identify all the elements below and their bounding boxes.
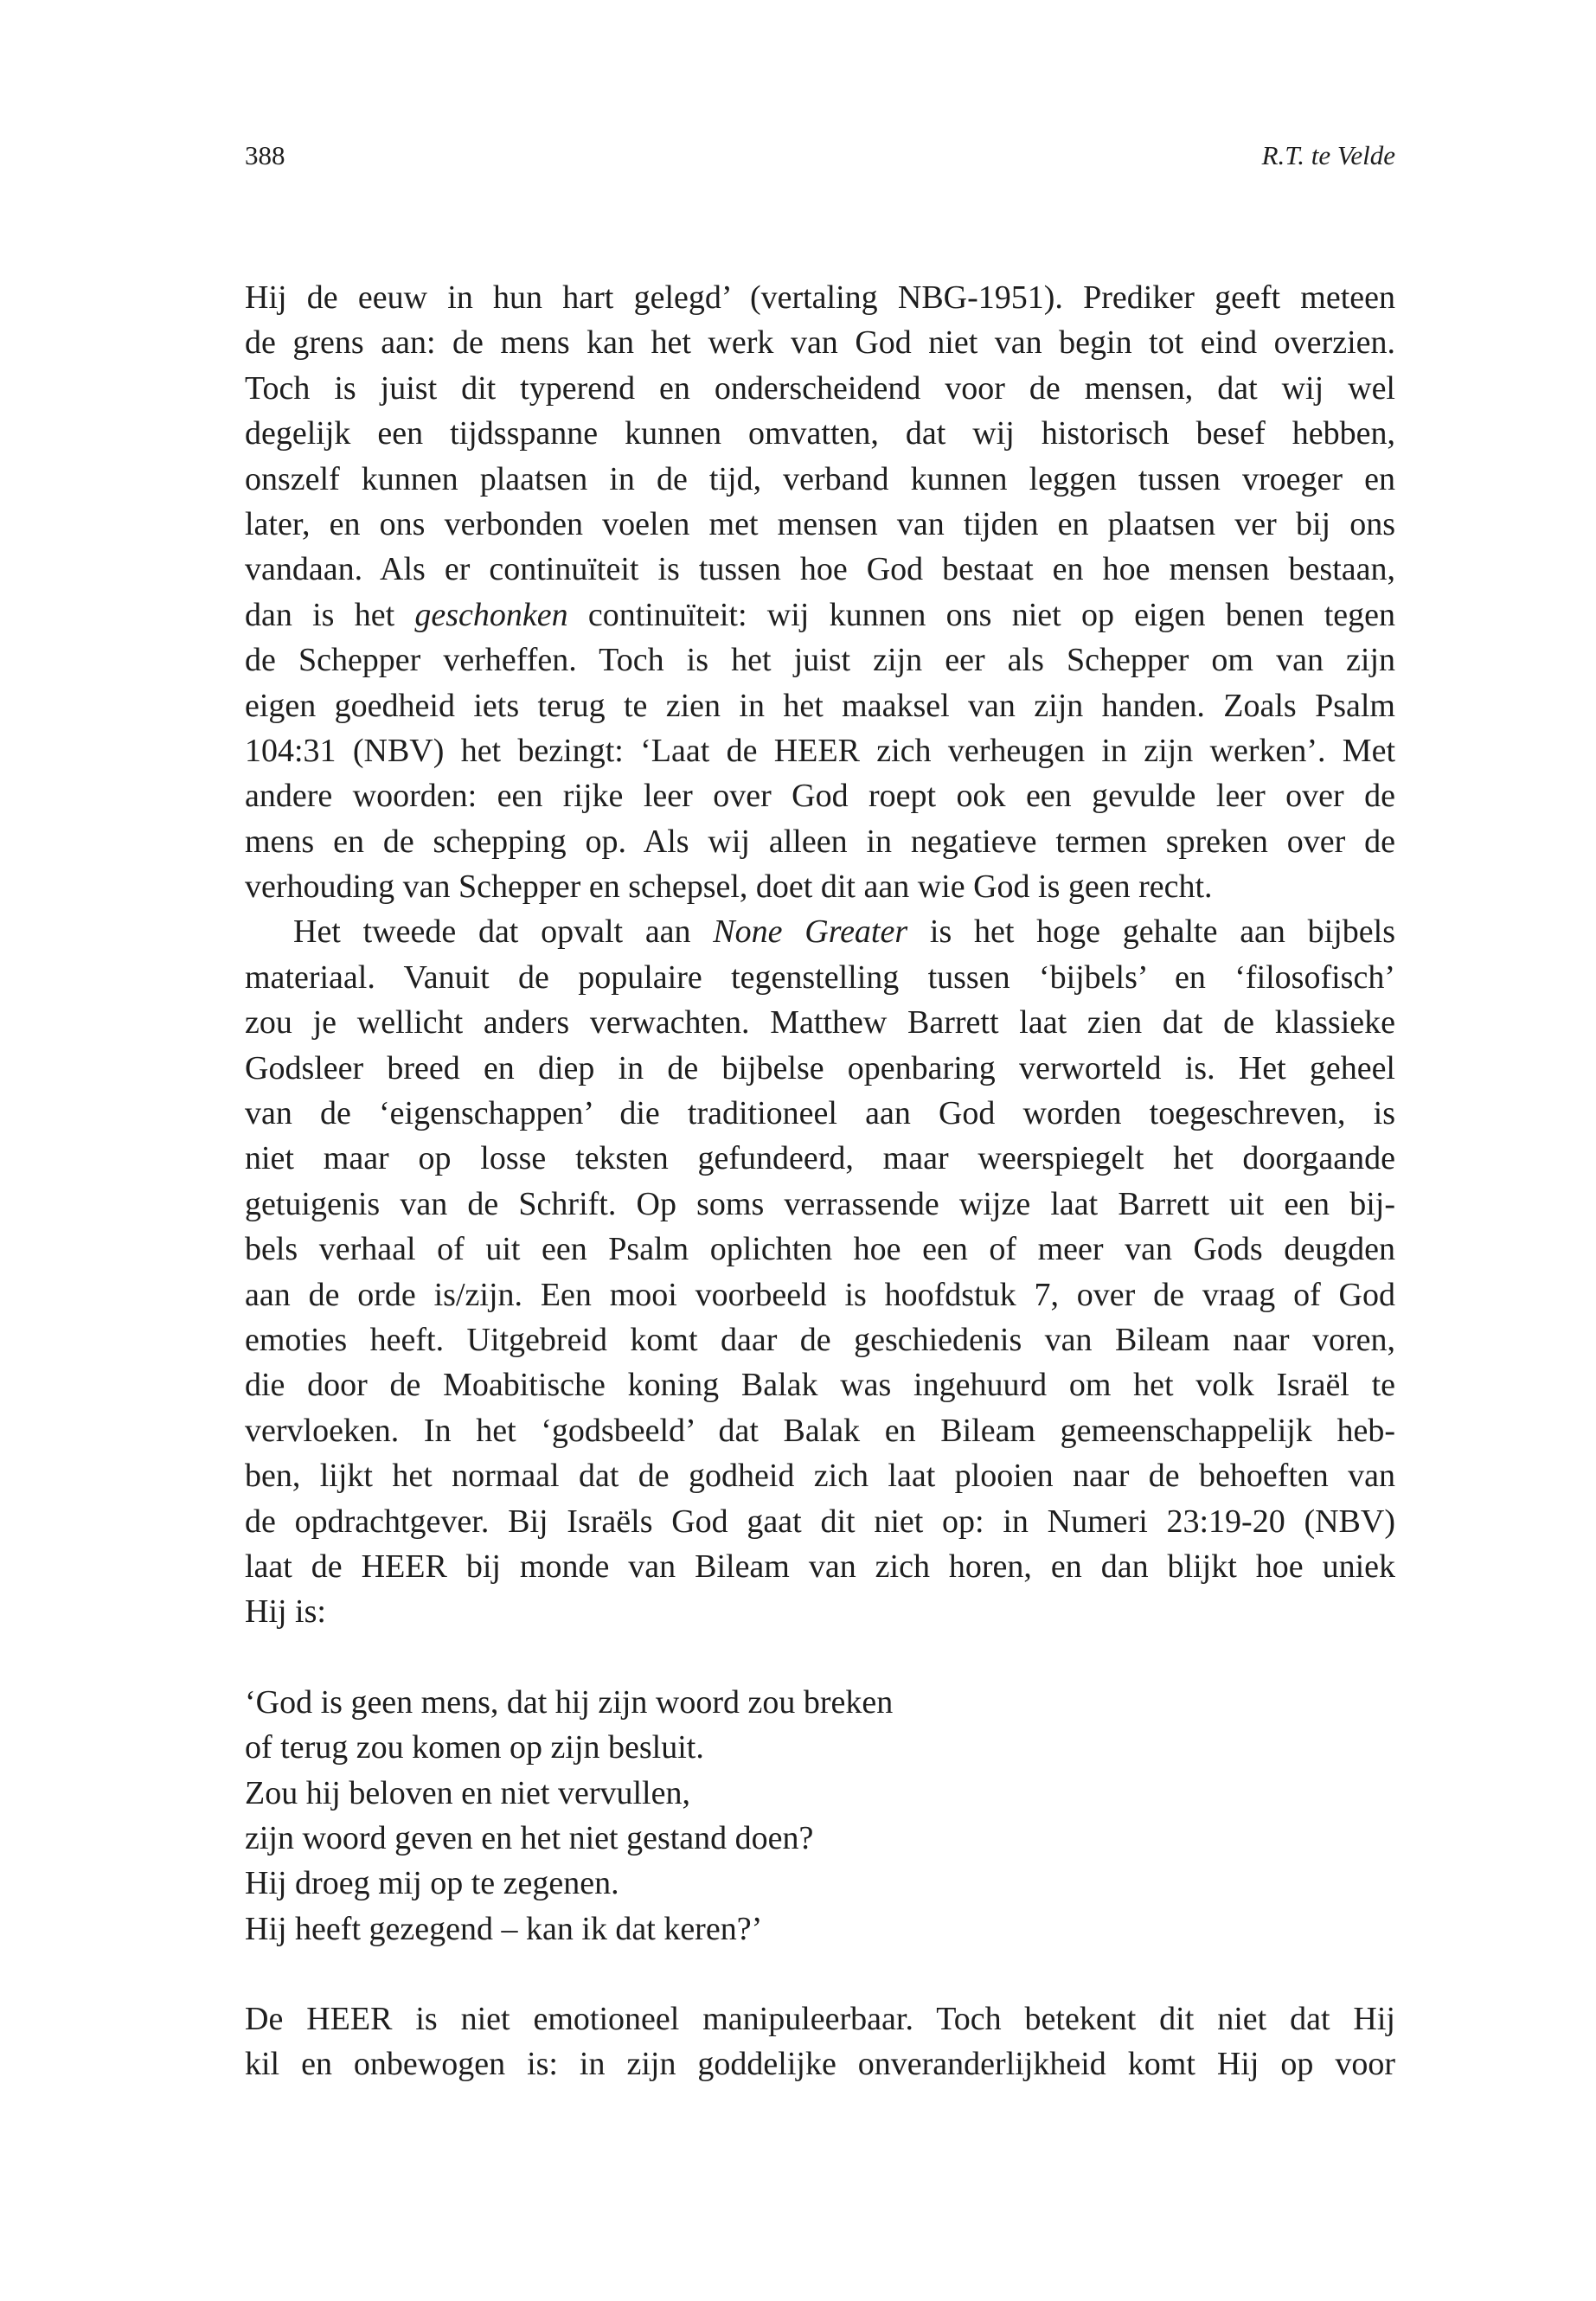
text-line: emoties heeft. Uitgebreid komt daar de geschiedenis van Bileam naar voren, xyxy=(245,1321,1395,1358)
body-text xyxy=(245,275,1395,2087)
text-line: 104:31 (NBV) het bezingt: ‘Laat de HEER zich verheugen in zijn werken’. Met xyxy=(245,732,1395,769)
text-line: eigen goedheid iets terug te zien in het maaksel van zijn handen. Zoals Psalm xyxy=(245,687,1395,724)
text-segment: continuïteit: wij kunnen ons niet op eigen benen tegen xyxy=(567,596,1395,633)
page-number: 388 xyxy=(245,140,285,170)
text-line: andere woorden: een rijke leer over God roept ook een gevulde leer over de xyxy=(245,778,1395,815)
quote-line: ‘God is geen mens, dat hij zijn woord zou breken xyxy=(245,1683,894,1721)
text-line: materiaal. Vanuit de populaire tegenstelling tussen ‘bijbels’ en ‘filosofisch’ xyxy=(245,958,1395,996)
text-segment: Het tweede dat opvalt aan xyxy=(293,913,714,951)
text-line: aan de orde is/zijn. Een mooi voorbeeld is hoofdstuk 7, over de vraag of God xyxy=(245,1276,1395,1313)
text-line: niet maar op losse teksten gefundeerd, maar weerspiegelt het doorgaande xyxy=(245,1140,1395,1177)
quote-line: zijn woord geven en het niet gestand doen? xyxy=(245,1819,814,1856)
text-line xyxy=(245,593,1395,638)
italic-term-geschonken: geschonken xyxy=(414,596,568,633)
text-segment: dan is het xyxy=(245,596,415,633)
text-line: Toch is juist dit typerend en onderscheidend voor de mensen, dat wij wel xyxy=(245,369,1395,407)
quote-line: Hij heeft gezegend – kan ik dat keren?’ xyxy=(245,1910,763,1947)
text-line: vervloeken. In het ‘godsbeeld’ dat Balak en Bileam gemeenschappelijk heb- xyxy=(245,1412,1395,1449)
text-line: van de ‘eigenschappen’ die traditioneel aan God worden toegeschreven, is xyxy=(245,1095,1395,1132)
quote-line: of terug zou komen op zijn besluit. xyxy=(245,1729,704,1766)
text-line: die door de Moabitische koning Balak was ingehuurd om het volk Israël te xyxy=(245,1367,1395,1404)
text-line: Hij de eeuw in hun hart gelegd’ (vertaling NBG-1951). Prediker geeft meteen xyxy=(245,279,1395,316)
text-segment: is het hoge gehalte aan bijbels xyxy=(907,913,1395,951)
text-line: vandaan. Als er continuïteit is tussen hoe God bestaat en hoe mensen bestaan, xyxy=(245,551,1395,588)
text-line: later, en ons verbonden voelen met mensen van tijden en plaatsen ver bij ons xyxy=(245,505,1395,542)
text-line: de grens aan: de mens kan het werk van God niet van begin tot eind overzien. xyxy=(245,324,1395,362)
text-line: onszelf kunnen plaatsen in de tijd, verband kunnen leggen tussen vroeger en xyxy=(245,460,1395,497)
text-line: de Schepper verheffen. Toch is het juist zijn eer als Schepper om van zijn xyxy=(245,642,1395,679)
italic-title-none-greater: None Greater xyxy=(713,913,908,951)
text-line: degelijk een tijdsspanne kunnen omvatten, dat wij historisch besef hebben, xyxy=(245,415,1395,452)
text-line: De HEER is niet emotioneel manipuleerbaar. Toch betekent dit niet dat Hij xyxy=(245,2001,1395,2038)
quote-line: Zou hij beloven en niet vervullen, xyxy=(245,1774,690,1811)
paragraph-1 xyxy=(245,275,1395,909)
text-line: de opdrachtgever. Bij Israëls God gaat dit niet op: in Numeri 23:19-20 (NBV) xyxy=(245,1503,1395,1540)
text-line: verhouding van Schepper en schepsel, doet dit aan wie God is geen recht. xyxy=(245,868,1213,906)
running-head-author: R.T. te Velde xyxy=(1261,140,1395,170)
text-line: mens en de schepping op. Als wij alleen in negatieve termen spreken over de xyxy=(245,823,1395,860)
paragraph-2 xyxy=(245,909,1395,1634)
quote-line: Hij droeg mij op te zegenen. xyxy=(245,1865,619,1902)
text-line: getuigenis van de Schrift. Op soms verrassende wijze laat Barrett uit een bij- xyxy=(245,1185,1395,1222)
text-line: Hij is: xyxy=(245,1593,326,1631)
text-line: Godsleer breed en diep in de bijbelse openbaring verworteld is. Het geheel xyxy=(245,1049,1395,1086)
text-line: zou je wellicht anders verwachten. Matthew Barrett laat zien dat de klassieke xyxy=(245,1004,1395,1042)
text-line: bels verhaal of uit een Psalm oplichten hoe een of meer van Gods deugden xyxy=(245,1231,1395,1268)
text-line: ben, lijkt het normaal dat de godheid zich laat plooien naar de behoeften van xyxy=(245,1458,1395,1495)
text-line: laat de HEER bij monde van Bileam van zich horen, en dan blijkt hoe uniek xyxy=(245,1548,1395,1585)
text-line: kil en onbewogen is: in zijn goddelijke onveranderlijkheid komt Hij op voor xyxy=(245,2046,1395,2083)
running-head xyxy=(245,137,1395,175)
text-line xyxy=(245,909,1395,954)
block-quote xyxy=(245,1680,1395,1952)
paragraph-3 xyxy=(245,1997,1395,2087)
